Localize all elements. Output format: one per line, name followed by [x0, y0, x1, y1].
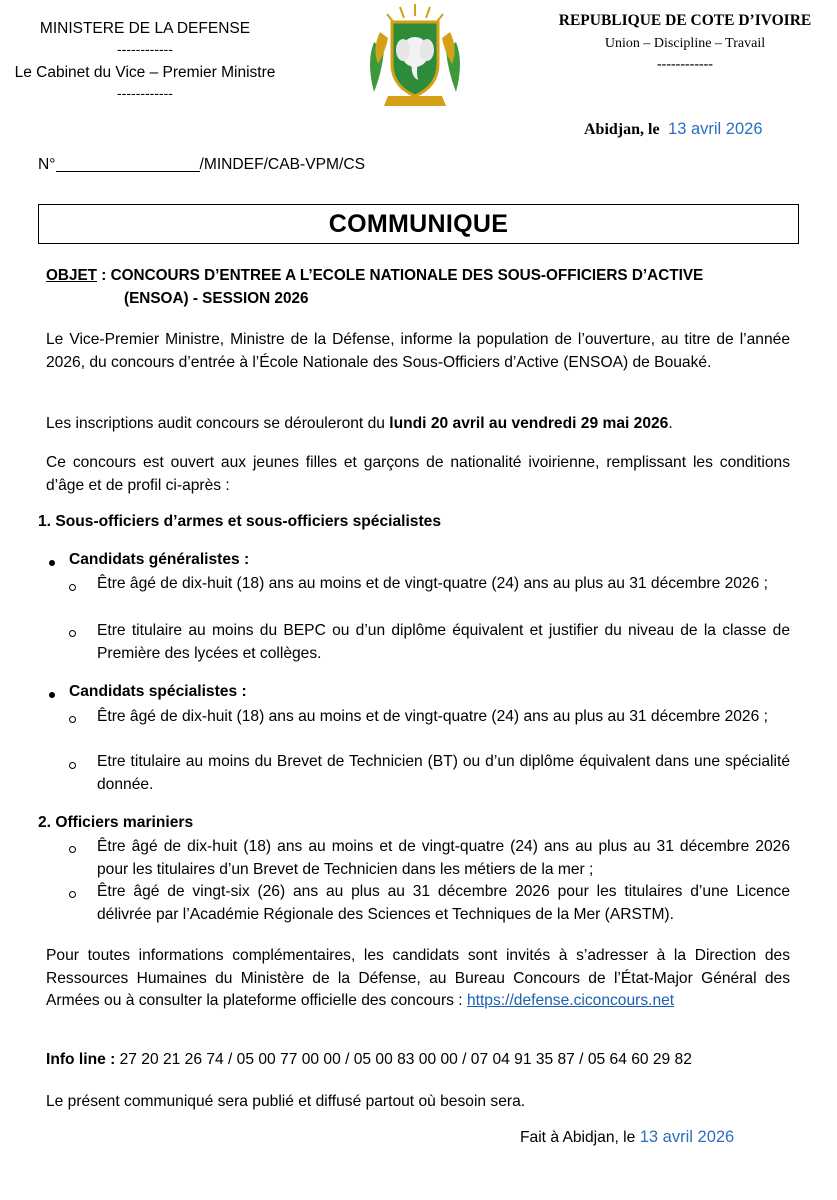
ministry-name: MINISTERE DE LA DEFENSE: [39, 20, 251, 37]
section-2-item-1: Être âgé de dix-huit (18) ans au moins et de vingt-quatre (24) ans au plus au 31 décembre 2026 pour les titulaires d’un Brevet de Technicien dans les métiers de la mer ;: [97, 838, 790, 878]
publication-note: Le présent communiqué sera publié et diffusé partout où besoin sera.: [46, 1093, 526, 1110]
conditions-paragraph: Ce concours est ouvert aux jeunes filles et garçons de nationalité ivoirienne, remplissant les conditions d’âge et de profil ci-après :: [46, 454, 790, 494]
separator: ------------: [117, 85, 173, 101]
signature-date: 13 avril 2026: [639, 1128, 735, 1146]
header-left: [0, 18, 290, 100]
place-prefix: Abidjan, le: [584, 121, 660, 138]
sub-bullet-icon: [69, 630, 76, 637]
objet-label: OBJET: [46, 267, 97, 284]
section-2-title: 2. Officiers mariniers: [38, 814, 194, 831]
cabinet-name: Le Cabinet du Vice – Premier Ministre: [14, 64, 276, 81]
sub-bullet-icon: [69, 762, 76, 769]
inscriptions-end: .: [668, 415, 673, 432]
contact-text: Pour toutes informations complémentaires, les candidats sont invités à s’adresser à la Direction des Ressources Humaines du Ministère de la Défense, au Bureau Concours de l’État-Major Général des Armées ou à consulter la plateforme officielle des concours :: [46, 947, 790, 1009]
section-1-title: 1. Sous-officiers d’armes et sous-officiers spécialistes: [38, 513, 441, 530]
coat-of-arms-emblem: [360, 2, 470, 112]
inscriptions-dates: lundi 20 avril au vendredi 29 mai 2026: [389, 415, 669, 432]
intro-paragraph: Le Vice-Premier Ministre, Ministre de la Défense, informe la population de l’ouverture, au titre de l’année 2026, du concours d’entrée à l’École Nationale des Sous-Officiers d’Active (ENSOA) de Bouaké.: [46, 331, 790, 371]
inscriptions-paragraph: [46, 413, 790, 436]
objet-subject: : CONCOURS D’ENTREE A L’ECOLE NATIONALE DES SOUS-OFFICIERS D’ACTIVE: [97, 267, 704, 284]
group-2-title: Candidats spécialistes :: [69, 683, 247, 700]
reference-suffix: /MINDEF/CAB-VPM/CS: [199, 156, 365, 173]
sub-bullet-icon: [69, 716, 76, 723]
info-line: [46, 1051, 692, 1069]
group-1-item-2: Etre titulaire au moins du BEPC ou d’un diplôme équivalent et justifier du niveau de la classe de Première des lycées et collèges.: [97, 622, 790, 662]
signature-prefix: Fait à Abidjan, le: [520, 1129, 636, 1146]
header-right: [520, 10, 837, 72]
contact-paragraph: [46, 945, 790, 1013]
info-line-numbers: 27 20 21 26 74 / 05 00 77 00 00 / 05 00 83 00 00 / 07 04 91 35 87 / 05 64 60 29 82: [115, 1051, 692, 1068]
info-line-label: Info line :: [46, 1051, 116, 1068]
group-2-item-2: Etre titulaire au moins du Brevet de Technicien (BT) ou d’un diplôme équivalent dans une spécialité donnée.: [97, 753, 790, 793]
communique-title: COMMUNIQUE: [328, 209, 509, 238]
inscriptions-text: Les inscriptions audit concours se dérouleront du: [46, 415, 390, 432]
sub-bullet-icon: [69, 584, 76, 591]
national-motto: Union – Discipline – Travail: [604, 36, 766, 51]
place-date: [584, 120, 763, 139]
sub-bullet-icon: [69, 891, 76, 898]
separator: ------------: [117, 41, 173, 57]
reference-prefix: N°: [38, 156, 56, 173]
sub-bullet-icon: [69, 846, 76, 853]
group-1-item-1: Être âgé de dix-huit (18) ans au moins et de vingt-quatre (24) ans au plus au 31 décembre 2026 ;: [97, 575, 768, 592]
title-box: [38, 204, 799, 244]
group-1-title: Candidats généralistes :: [69, 551, 250, 568]
signature-line: [520, 1128, 734, 1147]
bullet-icon: [49, 560, 55, 566]
section-2-item-2: Être âgé de vingt-six (26) ans au plus au 31 décembre 2026 pour les titulaires d’une Licence délivrée par l’Académie Régionale des Sciences et Techniques de la Mer (ARSTM).: [97, 883, 790, 923]
country-name: REPUBLIQUE DE COTE D’IVOIRE: [558, 12, 812, 29]
reference-blank-line: [56, 171, 200, 172]
objet-line-2: (ENSOA) - SESSION 2026: [124, 290, 309, 307]
bullet-icon: [49, 692, 55, 698]
concours-platform-link[interactable]: https://defense.ciconcours.net: [466, 992, 675, 1009]
reference-number: [38, 156, 365, 174]
group-2-item-1: Être âgé de dix-huit (18) ans au moins et de vingt-quatre (24) ans au plus au 31 décembre 2026 ;: [97, 708, 768, 725]
objet-line-1: [46, 267, 703, 285]
issue-date: 13 avril 2026: [668, 120, 763, 138]
separator: ------------: [657, 57, 713, 72]
